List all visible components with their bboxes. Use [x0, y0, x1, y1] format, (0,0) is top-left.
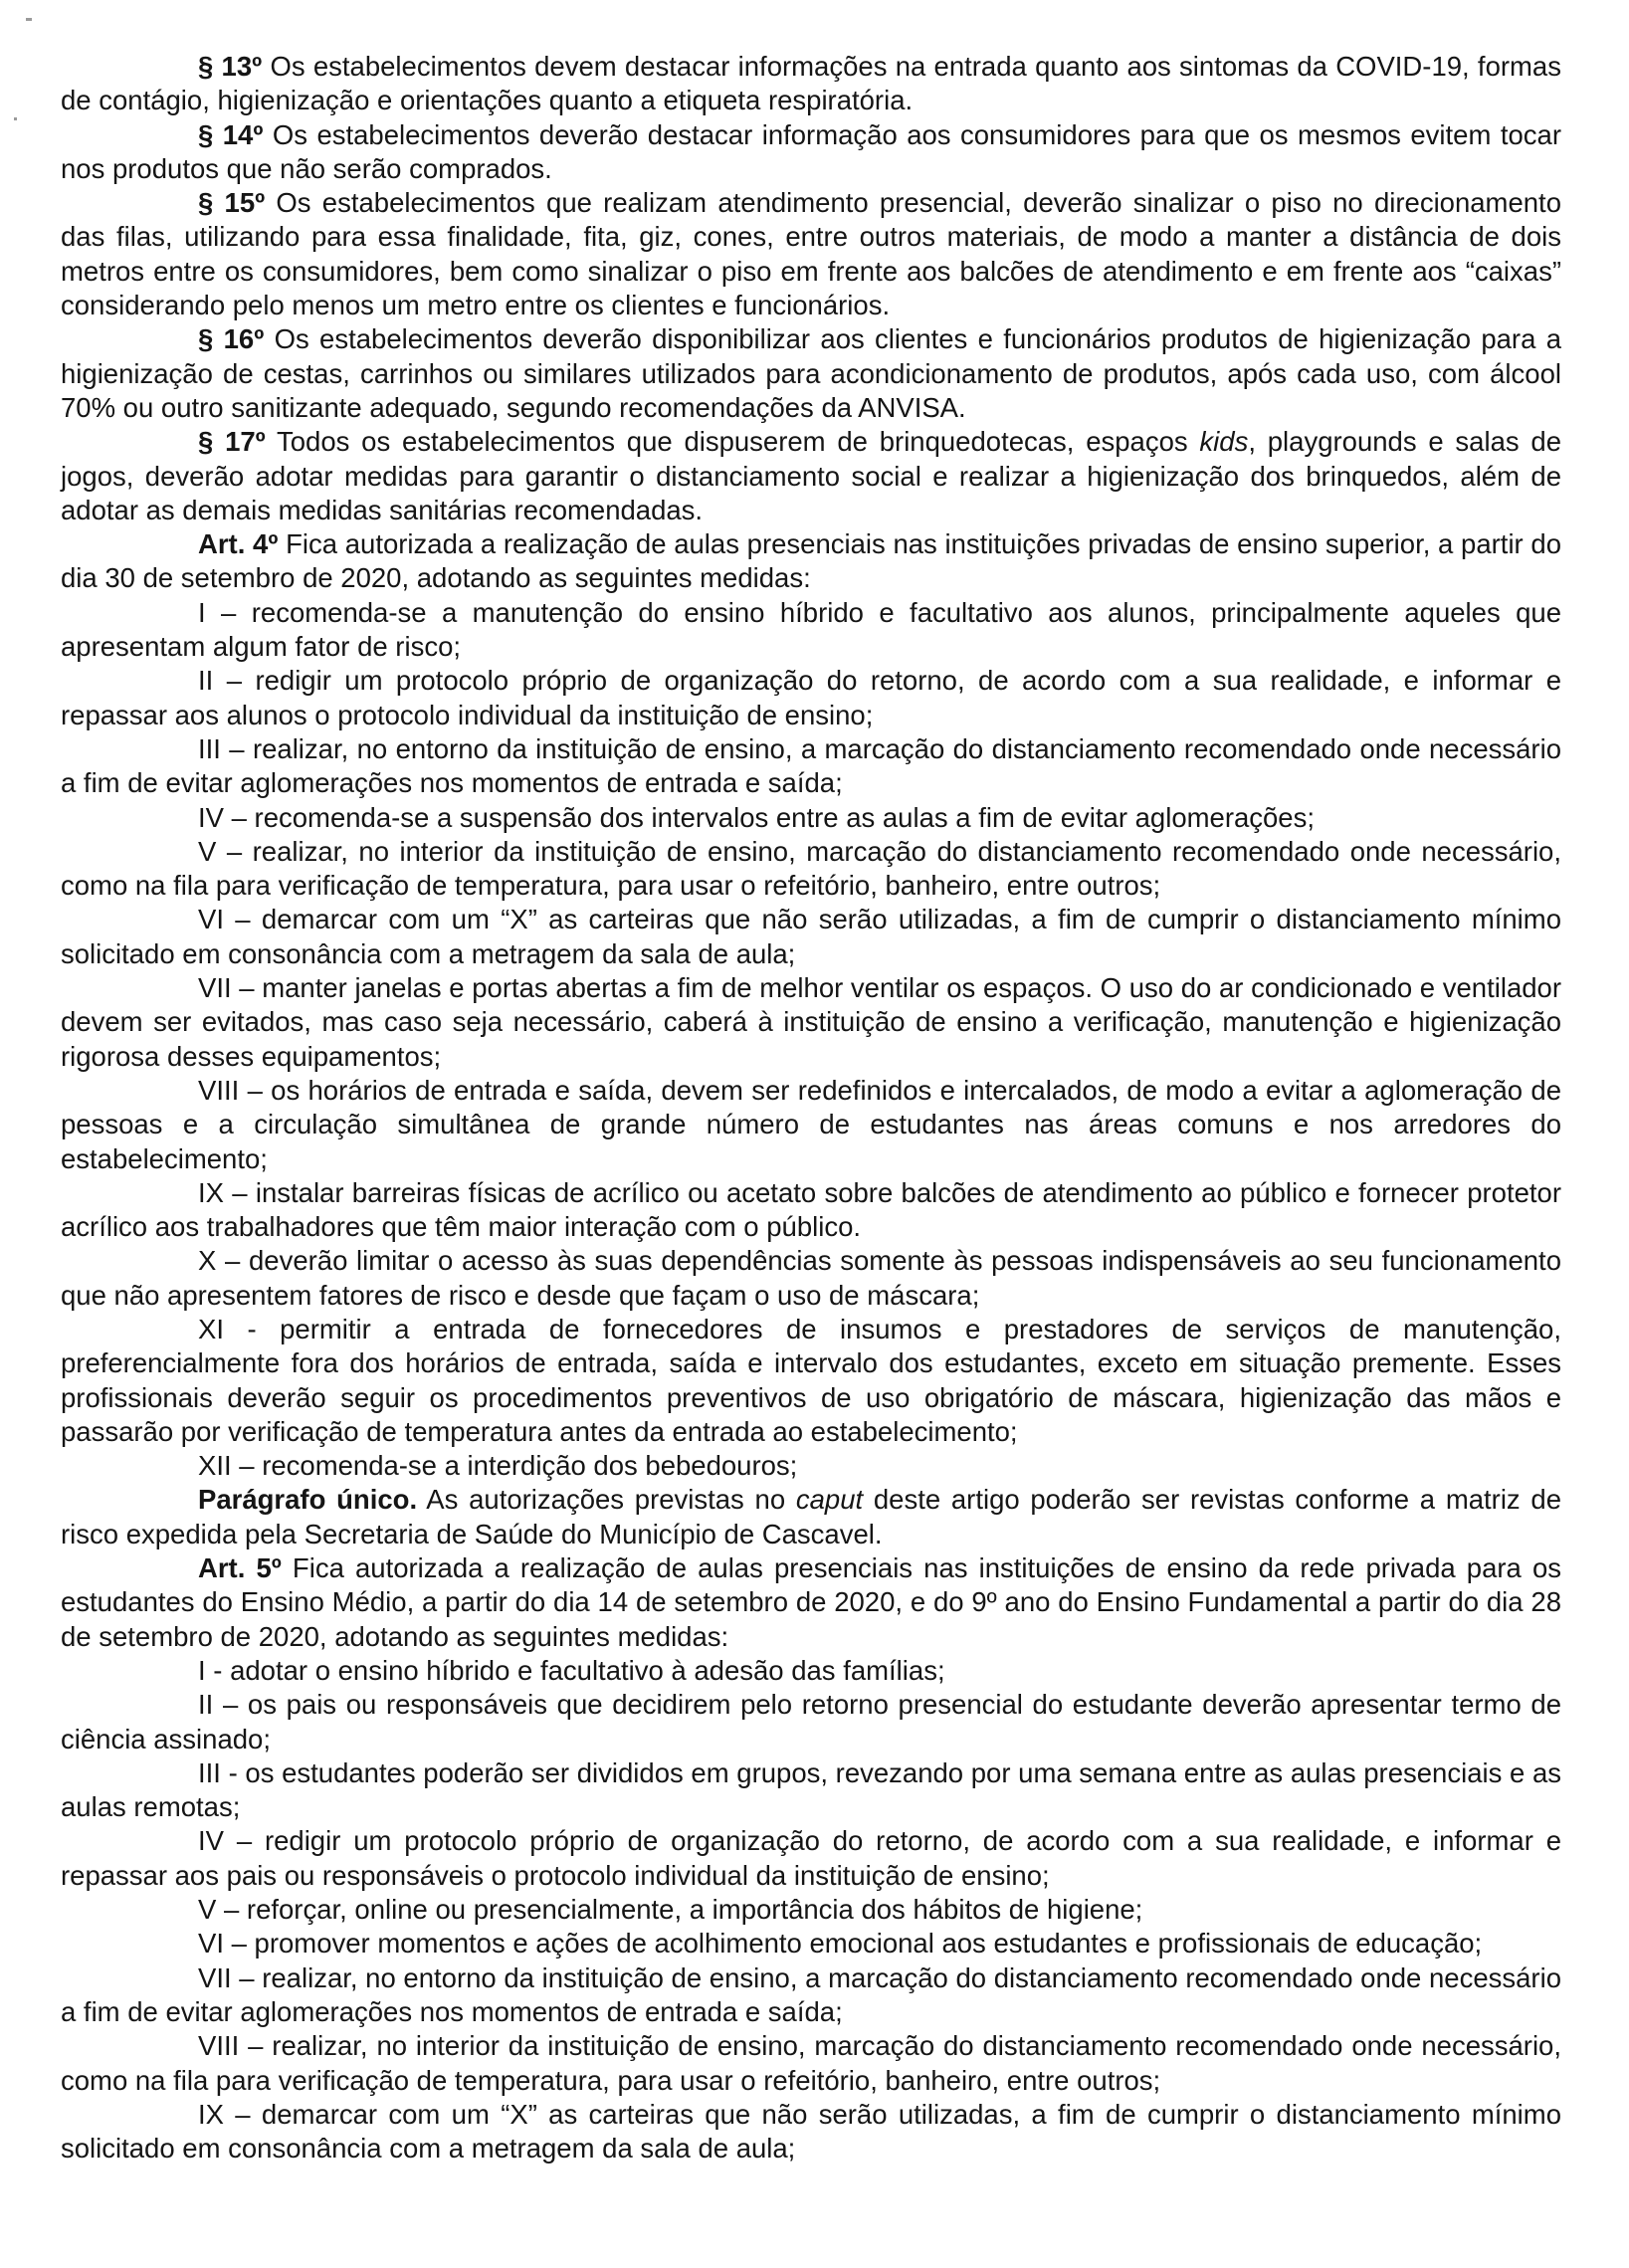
paragraph	[61, 732, 1561, 801]
paragraph-text: III - os estudantes poderão ser divididos em grupos, revezando por uma semana entre as aulas presenciais e as aulas remotas;	[61, 1756, 1561, 1823]
paragraph-heading: § 17º	[198, 426, 266, 458]
paragraph-text: deste artigo poderão ser revistas conforme a matriz de risco expedida pela Secretaria de Saúde do Município de Cascavel.	[61, 1484, 1561, 1549]
paragraph-text: II – redigir um protocolo próprio de organização do retorno, de acordo com a sua realidade, e informar e repassar aos alunos o protocolo individual da instituição de ensino;	[61, 665, 1561, 730]
paragraph-text: V – reforçar, online ou presencialmente, a importância dos hábitos de higiene;	[198, 1894, 1143, 1926]
paragraph-text: IX – instalar barreiras físicas de acrílico ou acetato sobre balcões de atendimento ao público e fornecer protetor acrílico aos trabalhadores que têm maior interação com o público.	[61, 1176, 1561, 1243]
paragraph	[61, 835, 1561, 904]
paragraph-heading: § 16º	[198, 323, 265, 355]
paragraph	[61, 186, 1561, 322]
paragraph	[61, 50, 1561, 118]
paragraph	[61, 1893, 1561, 1927]
paragraph	[61, 1244, 1561, 1313]
paragraph-text: Fica autorizada a realização de aulas presenciais nas instituições de ensino da rede privada para os estudantes do Ensino Médio, a partir do dia 14 de setembro de 2020, e do 9º ano do Ensino Fundamental a partir do dia 28 de setembro de 2020, adotando as seguintes medidas:	[61, 1552, 1561, 1652]
paragraph	[61, 1756, 1561, 1825]
paragraph-text: VI – promover momentos e ações de acolhimento emocional aos estudantes e profissionais de educação;	[198, 1928, 1483, 1959]
paragraph-text: , playgrounds e salas de jogos, deverão adotar medidas para garantir o distanciamento social e realizar a higienização dos brinquedos, além de adotar as demais medidas sanitárias recomendadas.	[61, 426, 1561, 525]
paragraph-text: VII – realizar, no entorno da instituição de ensino, a marcação do distanciamento recomendado onde necessário a fim de evitar aglomerações nos momentos de entrada e saída;	[61, 1961, 1561, 2027]
paragraph	[61, 425, 1561, 527]
paragraph-text: IV – recomenda-se a suspensão dos intervalos entre as aulas a fim de evitar aglomerações;	[198, 801, 1315, 833]
paragraph	[61, 1654, 1561, 1688]
paragraph-text: VIII – realizar, no interior da instituição de ensino, marcação do distanciamento recomendado onde necessário, como na fila para verificação de temperatura, para usar o refeitório, banheiro, entre outros;	[61, 2030, 1561, 2096]
paragraph	[61, 1483, 1561, 1551]
paragraph-heading: Art. 4º	[198, 528, 279, 560]
paragraph-text: Os estabelecimentos deverão disponibilizar aos clientes e funcionários produtos de higienização para a higienização de cestas, carrinhos ou similares utilizados para acondicionamento de produtos, após cada uso, com álcool 70% ou outro sanitizante adequado, segundo recomendações da ANVISA.	[61, 323, 1561, 423]
italic-term: caput	[795, 1484, 864, 1516]
paragraph-text: II – os pais ou responsáveis que decidirem pelo retorno presencial do estudante deverão apresentar termo de ciência assinado;	[61, 1689, 1561, 1754]
paragraph-text: I – recomenda-se a manutenção do ensino híbrido e facultativo aos alunos, principalmente aqueles que apresentam algum fator de risco;	[61, 596, 1561, 663]
paragraph-text: Todos os estabelecimentos que dispuserem de brinquedotecas, espaços	[265, 426, 1200, 458]
paragraph-text: As autorizações previstas no	[417, 1484, 796, 1516]
paragraph	[61, 1313, 1561, 1449]
paragraph-text: III – realizar, no entorno da instituição de ensino, a marcação do distanciamento recomendado onde necessário a fim de evitar aglomerações nos momentos de entrada e saída;	[61, 732, 1561, 799]
paragraph	[61, 664, 1561, 732]
paragraph-text: Os estabelecimentos deverão destacar informação aos consumidores para que os mesmos evitem tocar nos produtos que não serão comprados.	[61, 118, 1561, 184]
paragraph-text: VIII – os horários de entrada e saída, devem ser redefinidos e intercalados, de modo a evitar a aglomeração de pessoas e a circulação simultânea de grande número de estudantes nas áreas comuns e nos arredores do estabelecimento;	[61, 1074, 1561, 1174]
paragraph-text: VI – demarcar com um “X” as carteiras que não serão utilizadas, a fim de cumprir o distanciamento mínimo solicitado em consonância com a metragem da sala de aula;	[61, 904, 1561, 969]
italic-term: kids	[1199, 426, 1249, 458]
paragraph-text: Fica autorizada a realização de aulas presenciais nas instituições privadas de ensino superior, a partir do dia 30 de setembro de 2020, adotando as seguintes medidas:	[61, 528, 1561, 594]
paragraph-text: Os estabelecimentos que realizam atendimento presencial, deverão sinalizar o piso no direcionamento das filas, utilizando para essa finalidade, fita, giz, cones, entre outros materiais, de modo a manter a distância de dois metros entre os consumidores, bem como sinalizar o piso em frente aos balcões de atendimento e em frente aos “caixas” considerando pelo menos um metro entre os clientes e funcionários.	[61, 187, 1561, 321]
paragraph-heading: § 13º	[198, 51, 263, 82]
paragraph-text: I - adotar o ensino híbrido e facultativo à adesão das famílias;	[198, 1654, 945, 1686]
paragraph	[61, 596, 1561, 665]
scan-speck	[26, 18, 32, 21]
document-body	[61, 50, 1561, 2165]
paragraph-text: X – deverão limitar o acesso às suas dependências somente às pessoas indispensáveis ao seu funcionamento que não apresentem fatores de risco e desde que façam o uso de máscara;	[61, 1245, 1561, 1311]
paragraph-text: VII – manter janelas e portas abertas a fim de melhor ventilar os espaços. O uso do ar condicionado e ventilador devem ser evitados, mas caso seja necessário, caberá à instituição de ensino a verificação, manutenção e higienização rigorosa desses equipamentos;	[61, 972, 1561, 1072]
scan-speck	[14, 117, 17, 120]
paragraph	[61, 1551, 1561, 1654]
paragraph	[61, 527, 1561, 596]
paragraph-text: XII – recomenda-se a interdição dos bebedouros;	[198, 1450, 798, 1482]
paragraph	[61, 1074, 1561, 1176]
paragraph-heading: § 15º	[198, 187, 266, 219]
paragraph-text: Os estabelecimentos devem destacar informações na entrada quanto aos sintomas da COVID-19, formas de contágio, higienização e orientações quanto a etiqueta respiratória.	[61, 51, 1561, 116]
paragraph	[61, 1824, 1561, 1893]
paragraph-text: XI - permitir a entrada de fornecedores de insumos e prestadores de serviços de manutenção, preferencialmente fora dos horários de entrada, saída e intervalo dos estudantes, exceto em situação premente. Esses profissionais deverão seguir os procedimentos preventivos de uso obrigatório de máscara, higienização das mãos e passarão por verificação de temperatura antes da entrada ao estabelecimento;	[61, 1313, 1561, 1447]
paragraph-heading: Parágrafo único.	[198, 1484, 418, 1516]
paragraph	[61, 801, 1561, 835]
paragraph-text: IV – redigir um protocolo próprio de organização do retorno, de acordo com a sua realidade, e informar e repassar aos pais ou responsáveis o protocolo individual da instituição de ensino;	[61, 1825, 1561, 1891]
paragraph	[61, 2098, 1561, 2166]
paragraph-text: V – realizar, no interior da instituição de ensino, marcação do distanciamento recomendado onde necessário, como na fila para verificação de temperatura, para usar o refeitório, banheiro, entre outros;	[61, 835, 1561, 902]
paragraph	[61, 118, 1561, 187]
paragraph	[61, 1449, 1561, 1483]
paragraph	[61, 1688, 1561, 1756]
paragraph	[61, 2029, 1561, 2098]
paragraph	[61, 1927, 1561, 1960]
paragraph	[61, 1961, 1561, 2030]
paragraph	[61, 1176, 1561, 1245]
paragraph-text: IX – demarcar com um “X” as carteiras que não serão utilizadas, a fim de cumprir o distanciamento mínimo solicitado em consonância com a metragem da sala de aula;	[61, 2098, 1561, 2165]
paragraph-heading: § 14º	[198, 118, 264, 150]
paragraph-heading: Art. 5º	[198, 1552, 282, 1584]
paragraph	[61, 322, 1561, 425]
paragraph	[61, 903, 1561, 971]
paragraph	[61, 971, 1561, 1074]
